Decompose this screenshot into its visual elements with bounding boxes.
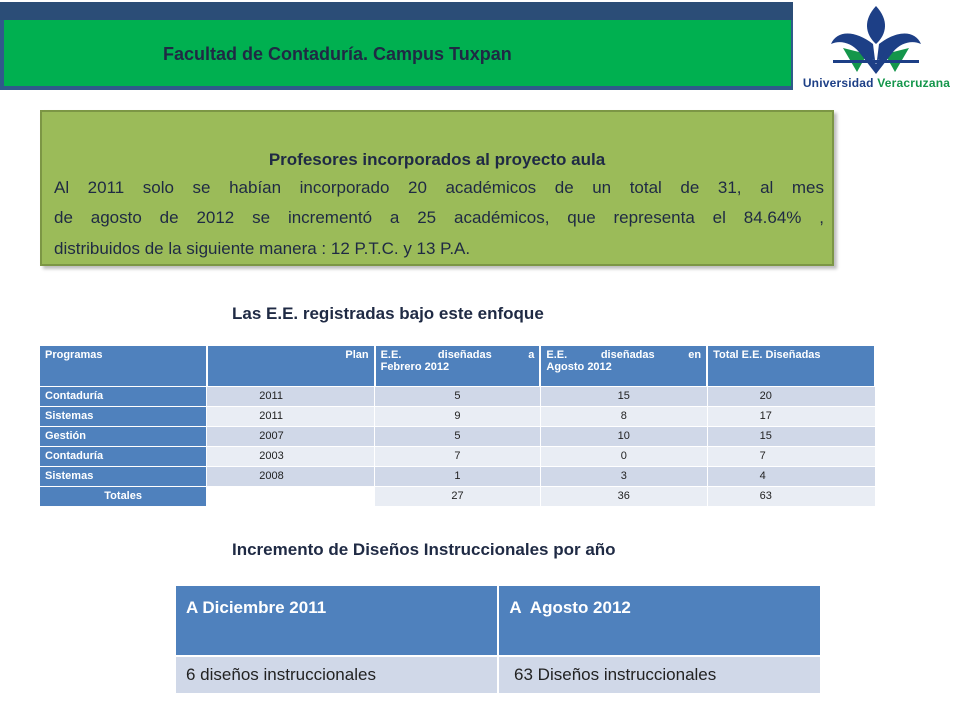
cell-ago: 0 xyxy=(540,446,707,466)
cell-plan: 2007 xyxy=(207,426,375,446)
cell-plan: 2011 xyxy=(207,406,375,426)
cell-total: 20 xyxy=(707,386,875,406)
cell-programa: Sistemas xyxy=(40,466,207,486)
cell-programa: Contaduría xyxy=(40,386,207,406)
cell-programa: Sistemas xyxy=(40,406,207,426)
column-header-aug-2012: A Agosto 2012 xyxy=(498,586,821,656)
info-box-title: Profesores incorporados al proyecto aula xyxy=(268,150,606,169)
cell-total: 7 xyxy=(707,446,875,466)
section-title-registered: Las E.E. registradas bajo este enfoque xyxy=(232,304,544,323)
page-title: Facultad de Contaduría. Campus Tuxpan xyxy=(163,44,512,64)
table-row xyxy=(40,406,875,426)
cell-ago: 36 xyxy=(540,486,707,506)
cell-ago: 8 xyxy=(540,406,707,426)
cell-total: 63 xyxy=(707,486,875,506)
section-title-increment: Incremento de Diseños Instruccionales por año xyxy=(232,540,616,559)
cell-ago: 3 xyxy=(540,466,707,486)
cell-programa: Gestión xyxy=(40,426,207,446)
info-box xyxy=(40,110,834,266)
totals-row xyxy=(40,486,875,506)
cell-plan: 2011 xyxy=(207,386,375,406)
cell-total: 4 xyxy=(707,466,875,486)
cell-ago: 10 xyxy=(540,426,707,446)
university-logo-text: Universidad Veracruzana xyxy=(802,76,951,90)
table-row xyxy=(40,386,875,406)
cell-plan: 2008 xyxy=(207,466,375,486)
cell-plan: 2003 xyxy=(207,446,375,466)
table-row xyxy=(40,446,875,466)
cell-feb: 5 xyxy=(375,386,541,406)
column-header-feb: E.E. diseñadas a Febrero 2012 xyxy=(375,346,541,386)
cell-plan xyxy=(207,486,375,506)
cell-total: 15 xyxy=(707,426,875,446)
cell-feb: 27 xyxy=(375,486,541,506)
cell-feb: 9 xyxy=(375,406,541,426)
cell-feb: 7 xyxy=(375,446,541,466)
info-box-line: distribuidos de la siguiente manera : 12 P.T.C. y 13 P.A. xyxy=(54,239,471,258)
registered-courses-table xyxy=(40,346,876,506)
info-box-line: Al 2011 solo se habían incorporado 20 académicos de un total de 31, al mes xyxy=(54,178,824,197)
column-header-dec-2011: A Diciembre 2011 xyxy=(176,586,498,656)
column-header-total: Total E.E. Diseñadas xyxy=(707,346,875,386)
column-header-ago: E.E. diseñadas en Agosto 2012 xyxy=(540,346,707,386)
cell-aug-2012-value: 63 Diseños instruccionales xyxy=(498,656,821,693)
cell-totals-label: Totales xyxy=(40,486,207,506)
cell-total: 17 xyxy=(707,406,875,426)
cell-ago: 15 xyxy=(540,386,707,406)
table-row xyxy=(40,466,875,486)
instructional-designs-table xyxy=(176,586,822,693)
info-box-line: de agosto de 2012 se incrementó a 25 académicos, que representa el 84.64% , xyxy=(54,208,824,227)
cell-dec-2011-value: 6 diseños instruccionales xyxy=(176,656,498,693)
header-top-strip xyxy=(0,2,793,20)
cell-feb: 5 xyxy=(375,426,541,446)
cell-feb: 1 xyxy=(375,466,541,486)
column-header-programas: Programas xyxy=(40,346,207,386)
cell-programa: Contaduría xyxy=(40,446,207,466)
table-row xyxy=(40,426,875,446)
column-header-plan: Plan xyxy=(207,346,375,386)
table-row xyxy=(176,656,821,693)
